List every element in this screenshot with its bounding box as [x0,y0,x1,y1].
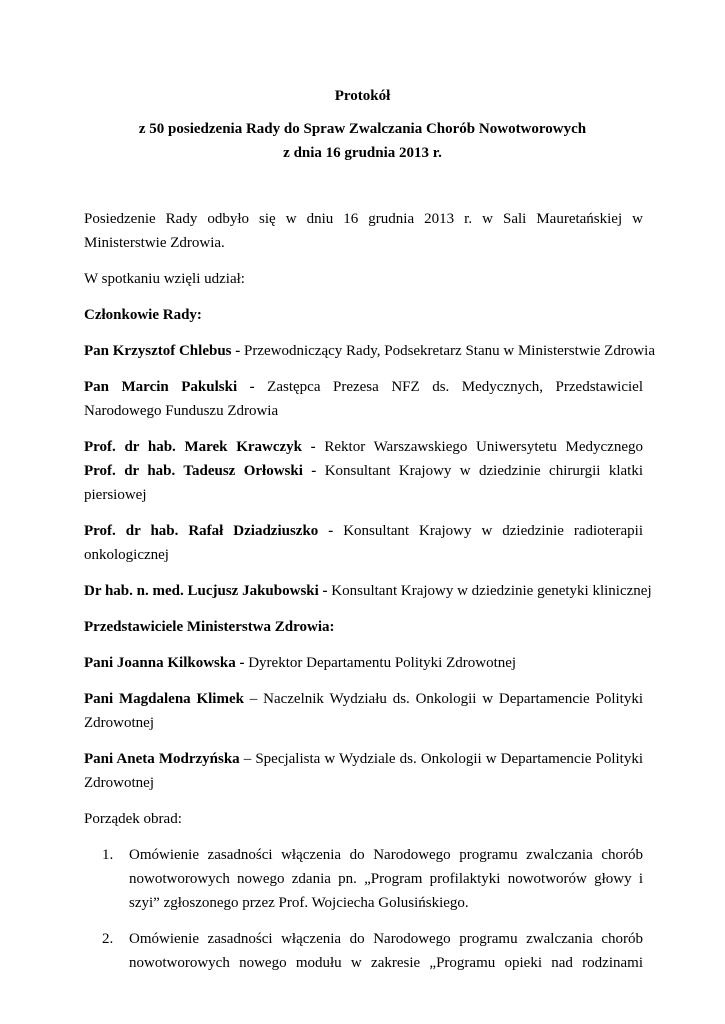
member-role: Konsultant Krajowy w dziedzinie radioterapii onkologicznej [84,523,643,563]
document-body [84,207,655,987]
council-member [84,339,655,363]
ministry-member [84,687,643,735]
agenda-list [84,843,643,975]
council-member [84,579,652,603]
council-member [84,375,643,423]
agenda-heading: Porządek obrad: [84,811,182,827]
agenda-item-number: 2. [102,931,114,947]
agenda-item-text: Omówienie zasadności włączenia do Narodowego programu zwalczania chorób nowotworowych nowego zdania pn. „Program profilaktyki nowotworów głowy i szyi” zgłoszonego przez Prof. Wojciecha Golusińskiego. [129,847,643,911]
member-name: Prof. dr hab. Marek Krawczyk - [84,439,316,455]
member-name: Pani Aneta Modrzyńska [84,751,240,767]
council-member [84,519,643,567]
member-role: Zastępca Prezesa NFZ ds. Medycznych, Przedstawiciel Narodowego Funduszu Zdrowia [84,379,644,419]
ministry-heading: Przedstawiciele Ministerstwa Zdrowia: [84,619,335,635]
member-role: Rektor Warszawskiego Uniwersytetu Medycznego [315,439,643,455]
member-role: Konsultant Krajowy w dziedzinie chirurgii klatki piersiowej [84,463,643,503]
document-date: z dnia 16 grudnia 2013 r. [283,145,442,161]
council-member [84,435,643,459]
document-subtitle: z 50 posiedzenia Rady do Spraw Zwalczania Chorób Nowotworowych [138,121,587,137]
agenda-item-number: 1. [102,847,114,863]
ministry-member [84,747,643,795]
member-name: Pani Magdalena Klimek [84,691,244,707]
member-name: Prof. dr hab. Tadeusz Orłowski - [84,463,317,479]
document-title: Protokół [334,88,391,104]
member-role: Konsultant Krajowy w dziedzinie genetyki klinicznej [327,583,652,599]
council-member [84,459,643,507]
member-role: Dyrektor Departamentu Polityki Zdrowotnej [244,655,517,671]
agenda-item [84,843,643,915]
intro-paragraph: Posiedzenie Rady odbyło się w dniu 16 grudnia 2013 r. w Sali Mauretańskiej w Ministerstwie Zdrowia. [84,211,643,251]
member-role: – Specjalista w Wydziale ds. Onkologii w Departamencie Polityki Zdrowotnej [84,751,643,791]
member-role: – Naczelnik Wydziału ds. Onkologii w Departamencie Polityki Zdrowotnej [84,691,643,731]
agenda-item-text: Omówienie zasadności włączenia do Narodowego programu zwalczania chorób nowotworowych nowego modułu w zakresie „Programu opieki nad rodzinami [129,931,643,971]
participants-intro: W spotkaniu wzięli udział: [84,271,245,287]
member-name: Pan Krzysztof Chlebus - [84,343,241,359]
council-heading: Członkowie Rady: [84,307,202,323]
agenda-item [84,927,643,975]
member-name: Prof. dr hab. Rafał Dziadziuszko - [84,523,334,539]
member-name: Dr hab. n. med. Lucjusz Jakubowski - [84,583,328,599]
member-name: Pan Marcin Pakulski - [84,379,255,395]
member-role: Przewodniczący Rady, Podsekretarz Stanu w Ministerstwie Zdrowia [240,343,655,359]
ministry-member [84,651,643,675]
member-name: Pani Joanna Kilkowska - [84,655,245,671]
